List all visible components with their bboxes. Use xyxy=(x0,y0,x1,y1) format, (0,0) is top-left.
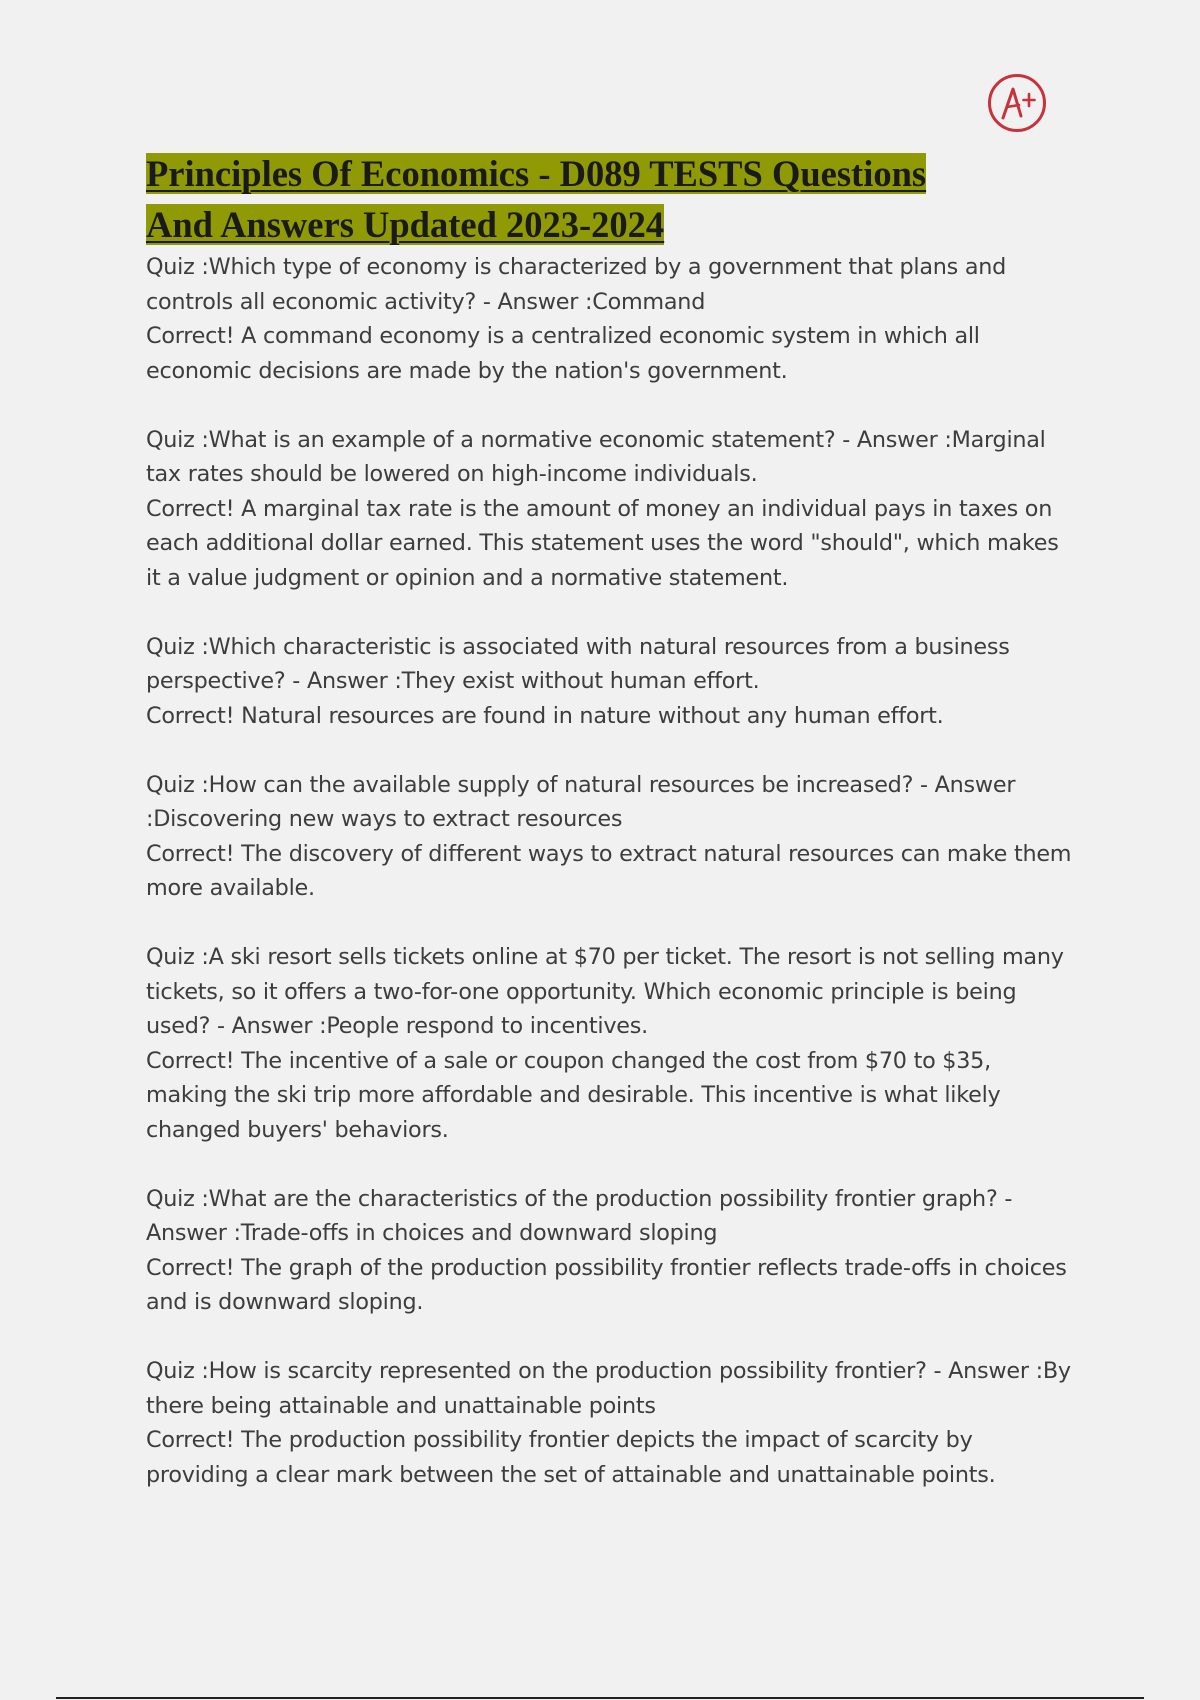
qa-item-2 xyxy=(146,423,1076,596)
answer-explanation: Correct! The graph of the production possibility frontier reflects trade-offs in choices and is downward sloping. xyxy=(146,1254,1067,1315)
question-text: Quiz :Which characteristic is associated with natural resources from a business perspective? - Answer :They exist without human effort. xyxy=(146,633,1010,694)
a-plus-stamp-icon xyxy=(986,72,1048,134)
qa-item-4 xyxy=(146,768,1076,906)
question-text: Quiz :How can the available supply of natural resources be increased? - Answer :Discovering new ways to extract resources xyxy=(146,771,1016,832)
qa-item-7 xyxy=(146,1354,1076,1492)
answer-explanation: Correct! The incentive of a sale or coupon changed the cost from $70 to $35, making the ski trip more affordable and desirable. This incentive is what likely changed buyers' behaviors. xyxy=(146,1047,1001,1143)
title-line-1: Principles Of Economics - D089 TESTS Questions xyxy=(146,153,927,194)
qa-item-6 xyxy=(146,1182,1076,1320)
title-line-2: And Answers Updated 2023-2024 xyxy=(146,204,665,245)
answer-explanation: Correct! Natural resources are found in nature without any human effort. xyxy=(146,702,944,729)
answer-explanation: Correct! A marginal tax rate is the amount of money an individual pays in taxes on each additional dollar earned. This statement uses the word "should", which makes it a value judgment or opinion and a normative statement. xyxy=(146,495,1059,591)
question-text: Quiz :What are the characteristics of the production possibility frontier graph? - Answer :Trade-offs in choices and downward sloping xyxy=(146,1185,1013,1246)
answer-explanation: Correct! The discovery of different ways to extract natural resources can make them more available. xyxy=(146,840,1072,901)
question-text: Quiz :Which type of economy is characterized by a government that plans and controls all economic activity? - Answer :Command xyxy=(146,254,1007,315)
question-text: Quiz :What is an example of a normative economic statement? - Answer :Marginal tax rates should be lowered on high-income individuals. xyxy=(146,426,1046,487)
qa-item-1 xyxy=(146,250,1076,388)
answer-explanation: Correct! The production possibility frontier depicts the impact of scarcity by providing a clear mark between the set of attainable and unattainable points. xyxy=(146,1427,996,1488)
answer-explanation: Correct! A command economy is a centralized economic system in which all economic decisions are made by the nation's government. xyxy=(146,323,980,384)
qa-item-5 xyxy=(146,940,1076,1147)
question-text: Quiz :How is scarcity represented on the production possibility frontier? - Answer :By there being attainable and unattainable points xyxy=(146,1358,1071,1419)
qa-item-3 xyxy=(146,630,1076,734)
qa-list xyxy=(146,250,1076,1527)
question-text: Quiz :A ski resort sells tickets online at $70 per ticket. The resort is not selling many tickets, so it offers a two-for-one opportunity. Which economic principle is being used? - Answer :People respond to incentives. xyxy=(146,944,1064,1039)
footer-divider xyxy=(56,1697,1144,1699)
document-title xyxy=(146,148,1046,250)
